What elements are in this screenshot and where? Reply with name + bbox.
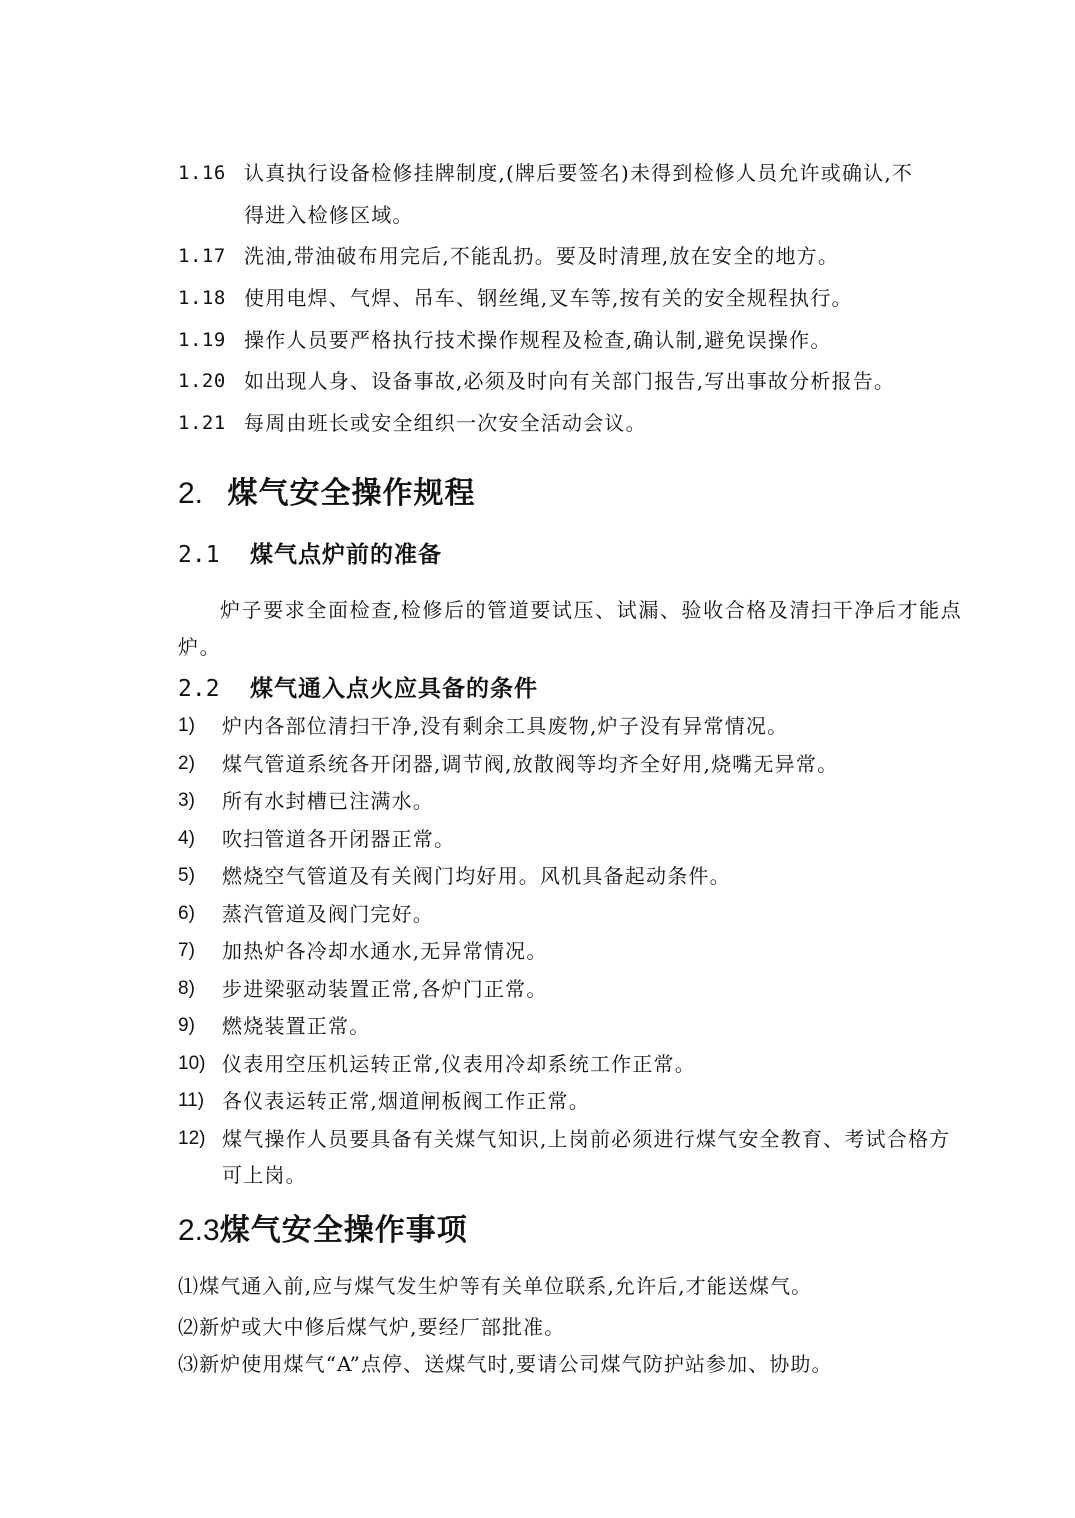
- subsection-number: 2.1: [178, 542, 220, 568]
- rule-text: 操作人员要严格执行技术操作规程及检查,确认制,避免误操作。: [244, 328, 832, 352]
- section-title: 煤气安全操作事项: [219, 1213, 468, 1248]
- rule-number: 1.19: [178, 329, 226, 351]
- section-number: 2.: [178, 477, 204, 510]
- rule-text: 如出现人身、设备事故,必须及时向有关部门报告,写出事故分析报告。: [244, 369, 896, 393]
- condition-text: 加热炉各冷却水通水,无异常情况。: [222, 939, 548, 963]
- subsection-title: 煤气点炉前的准备: [250, 541, 443, 568]
- rule-text: 每周由班长或安全组织一次安全活动会议。: [244, 411, 647, 435]
- operation-number: ⑴: [178, 1274, 200, 1298]
- condition-number: 7): [178, 940, 195, 961]
- rule-number: 1.21: [178, 412, 226, 434]
- rule-number: 1.20: [178, 370, 226, 392]
- condition-text: 仪表用空压机运转正常,仪表用冷却系统工作正常。: [222, 1052, 696, 1076]
- operation-text: ⑶新炉使用煤气“A”点停、送煤气时,要请公司煤气防护站参加、协助。: [178, 1352, 833, 1376]
- rule-number: 1.17: [178, 245, 226, 267]
- operation-number: ⑵: [178, 1315, 200, 1339]
- operation-text: ⑵新炉或大中修后煤气炉,要经厂部批准。: [178, 1315, 566, 1339]
- condition-number: 11): [178, 1090, 205, 1111]
- operation-text: ⑴煤气通入前,应与煤气发生炉等有关单位联系,允许后,才能送煤气。: [178, 1274, 813, 1298]
- condition-number: 9): [178, 1015, 195, 1036]
- rule-text: 洗油,带油破布用完后,不能乱扔。要及时清理,放在安全的地方。: [244, 244, 840, 268]
- paragraph-line: 炉子要求全面检查,检修后的管道要试压、试漏、验收合格及清扫干净后才能点: [220, 598, 963, 622]
- condition-number: 6): [178, 903, 195, 924]
- condition-number: 8): [178, 978, 195, 999]
- rule-number: 1.18: [178, 287, 226, 309]
- operation-number: ⑶: [178, 1352, 200, 1376]
- section-title: 煤气安全操作规程: [227, 476, 476, 511]
- condition-text: 煤气管道系统各开闭器,调节阀,放散阀等均齐全好用,烧嘴无异常。: [222, 752, 839, 776]
- condition-text: 各仪表运转正常,烟道闸板阀工作正常。: [222, 1089, 590, 1113]
- condition-text: 燃烧空气管道及有关阀门均好用。风机具备起动条件。: [222, 864, 731, 888]
- rule-number: 1.16: [178, 162, 226, 184]
- subsection-number: 2.2: [178, 676, 220, 702]
- condition-text: 炉内各部位清扫干净,没有剩余工具废物,炉子没有异常情况。: [222, 714, 789, 738]
- condition-text-continuation: 可上岗。: [222, 1163, 307, 1187]
- condition-number: 5): [178, 865, 195, 886]
- condition-text: 吹扫管道各开闭器正常。: [222, 827, 456, 851]
- paragraph-line: 炉。: [178, 635, 222, 659]
- condition-number: 10): [178, 1053, 206, 1074]
- section-heading-2-3: [178, 1213, 468, 1249]
- condition-text: 煤气操作人员要具备有关煤气知识,上岗前必须进行煤气安全教育、考试合格方: [222, 1127, 951, 1151]
- condition-text: 蒸汽管道及阀门完好。: [222, 902, 434, 926]
- condition-number: 12): [178, 1128, 206, 1149]
- subsection-heading-2-2: [178, 674, 538, 704]
- condition-text: 步进梁驱动装置正常,各炉门正常。: [222, 977, 548, 1001]
- subsection-heading-2-1: [178, 540, 442, 570]
- condition-number: 3): [178, 790, 195, 811]
- section-heading-2: [178, 476, 475, 512]
- condition-text: 燃烧装置正常。: [222, 1014, 371, 1038]
- subsection-title: 煤气通入点火应具备的条件: [250, 675, 539, 702]
- rule-text-continuation: 得进入检修区域。: [244, 203, 414, 227]
- rule-text: 使用电焊、气焊、吊车、钢丝绳,叉车等,按有关的安全规程执行。: [244, 286, 853, 310]
- condition-text: 所有水封槽已注满水。: [222, 789, 434, 813]
- section-number: 2.3: [178, 1214, 220, 1247]
- condition-number: 2): [178, 753, 195, 774]
- condition-number: 4): [178, 828, 195, 849]
- rule-text: 认真执行设备检修挂牌制度,(牌后要签名)未得到检修人员允许或确认,不: [244, 161, 914, 185]
- condition-number: 1): [178, 715, 195, 736]
